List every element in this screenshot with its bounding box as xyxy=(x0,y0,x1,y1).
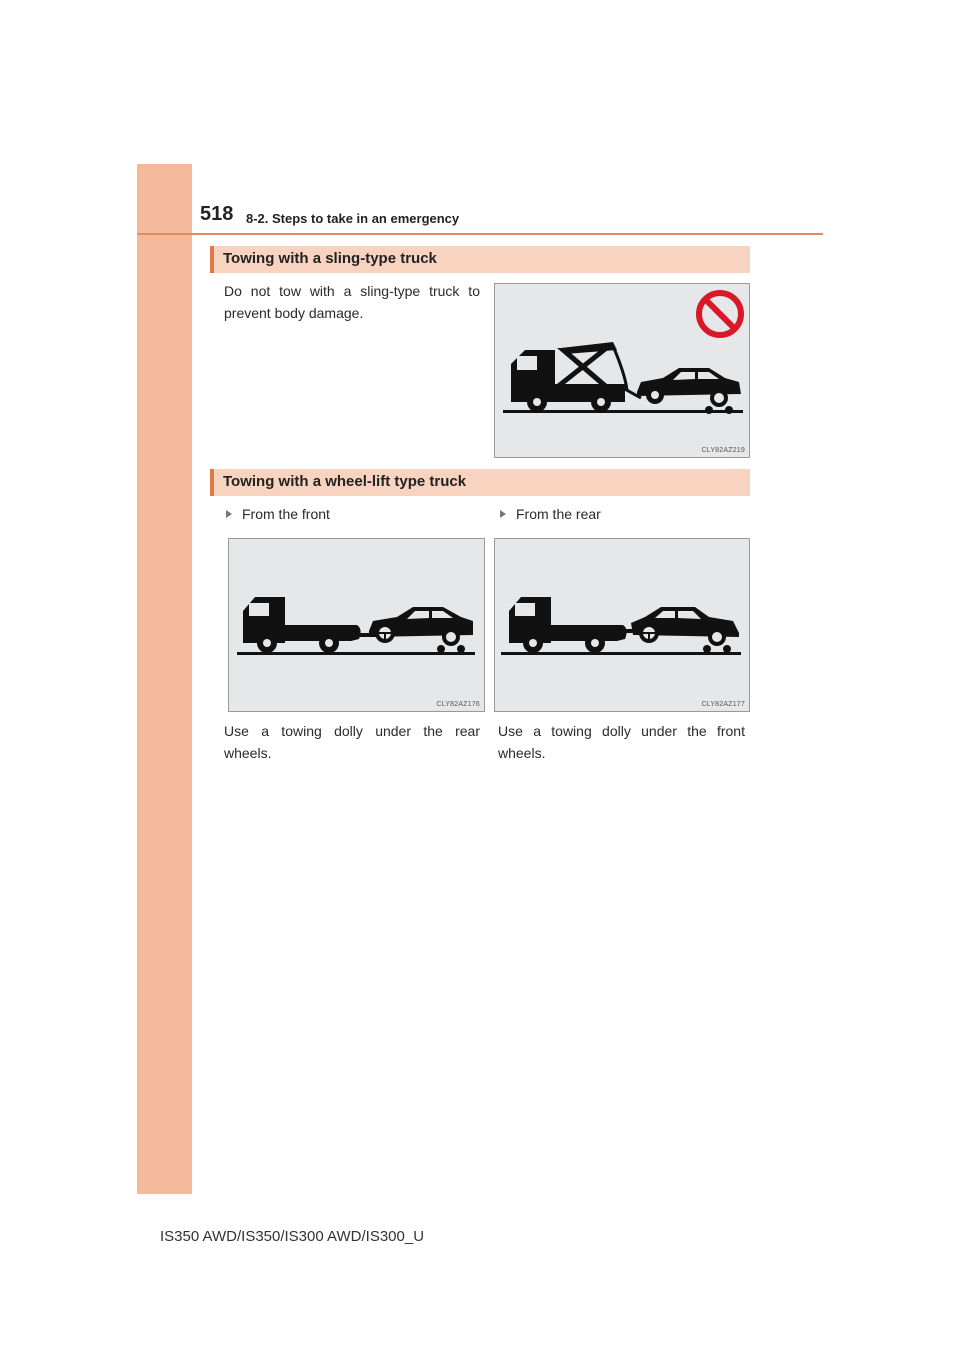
sling-heading-band xyxy=(210,246,750,273)
from-rear-text: From the rear xyxy=(516,506,601,522)
triangle-bullet-icon xyxy=(226,510,232,518)
triangle-bullet-icon xyxy=(500,510,506,518)
from-rear-label xyxy=(500,506,601,522)
sling-heading: Towing with a sling-type truck xyxy=(223,250,437,267)
front-tow-illustration xyxy=(229,539,485,712)
rear-tow-illustration xyxy=(495,539,750,712)
page-number: 518 xyxy=(200,203,234,225)
figure-code: CLY82AZ177 xyxy=(701,701,745,708)
from-front-label xyxy=(226,506,330,522)
section-title: 8-2. Steps to take in an emergency xyxy=(246,211,460,226)
figure-code: CLY82AZ176 xyxy=(436,701,480,708)
from-front-text: From the front xyxy=(242,506,330,522)
sling-truck-figure xyxy=(494,283,750,458)
footer-model: IS350 AWD/IS350/IS300 AWD/IS300_U xyxy=(160,1228,425,1245)
chapter-side-bar xyxy=(137,164,192,1194)
figure-code: CLY82AZ219 xyxy=(701,447,745,454)
wheel-lift-heading: Towing with a wheel-lift type truck xyxy=(223,473,467,490)
sling-truck-illustration xyxy=(495,284,750,458)
wheel-lift-heading-band xyxy=(210,469,750,496)
header-rule xyxy=(137,233,823,235)
front-tow-figure xyxy=(228,538,485,712)
prohibition-sign-icon xyxy=(699,293,741,335)
front-tow-caption: Use a towing dolly under the rear wheels. xyxy=(224,723,480,761)
sling-warning-text: Do not tow with a sling-type truck to prevent body damage. xyxy=(224,283,480,321)
rear-tow-caption: Use a towing dolly under the front wheels. xyxy=(498,723,745,761)
rear-tow-figure xyxy=(494,538,750,712)
